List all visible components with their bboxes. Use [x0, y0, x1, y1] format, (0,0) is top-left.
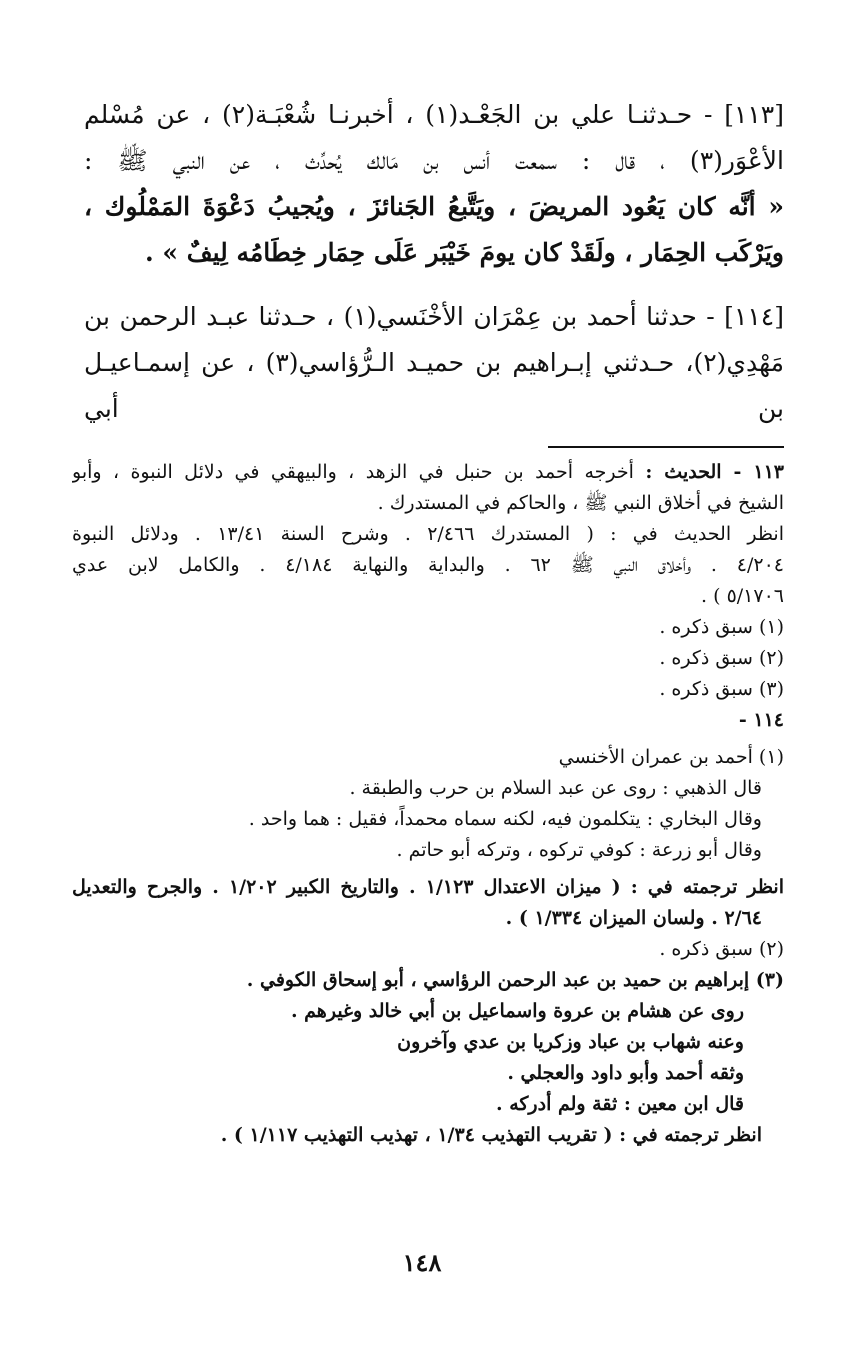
note-113-text-5: ٥/١٧٠٦ ) . — [701, 585, 784, 607]
page-number: ١٤٨ — [402, 1248, 442, 1277]
note-114-footnote-1-b: وقال البخاري : يتكلمون فيه، لكنه سماه محمداً، فقيل : هما واحد . — [248, 808, 762, 830]
note-113-line-1 — [72, 457, 784, 488]
note-114-footnote-1-c: وقال أبو زرعة : كوفي تركوه ، وتركه أبو حاتم . — [396, 839, 762, 861]
note-114-footnote-3-ref: انظر ترجمته في : ( تقريب التهذيب ١/٣٤ ، تهذيب التهذيب ١/١١٧ ) . — [220, 1124, 762, 1146]
note-114-heading: ١١٤ - — [738, 709, 784, 731]
note-114-footnote-1-ref-2: ٢/٦٤ . ولسان الميزان ١/٣٣٤ ) . — [505, 907, 762, 929]
note-114-footnote-3-a: روى عن هشام بن عروة واسماعيل بن أبي خالد وغيرهم . — [290, 1000, 744, 1022]
note-114-footnote-1-ref-1: انظر ترجمته في : ( ميزان الاعتدال ١/١٢٣ . والتاريخ الكبير ١/٢٠٢ . والجرح والتعديل — [72, 876, 784, 898]
note-114-footnote-1: (١) أحمد بن عمران الأخنسي — [558, 746, 784, 768]
footnote-separator — [548, 446, 784, 448]
note-114-footnote-3-c: وثقه أحمد وأبو داود والعجلي . — [507, 1062, 744, 1084]
note-114-footnote-3-d: قال ابن معين : ثقة ولم أدركه . — [495, 1093, 744, 1115]
note-114-footnote-2: (٢) سبق ذكره . — [659, 938, 784, 960]
note-113-text-4: ٤/٢٠٤ . وأخلاق النبي ﷺ ٦٢ . والبداية والنهاية ٤/١٨٤ . والكامل لابن عدي — [72, 554, 784, 576]
main-text — [84, 92, 784, 450]
note-114-footnote-3: (٣) إبراهيم بن حميد بن عبد الرحمن الرؤاسي ، أبو إسحاق الكوفي . — [246, 969, 784, 991]
note-114-footnote-1-a: قال الذهبي : روى عن عبد السلام بن حرب والطبقة . — [349, 777, 762, 799]
note-113-footnote-3: (٣) سبق ذكره . — [659, 678, 784, 700]
hadith-113-isnad-line-2: الأعْوَر(٣) ، قال : سمعت أنس بن مَالك يُحدِّث ، عن النبي ﷺ : — [84, 146, 784, 175]
hadith-113-isnad-line-1: [١١٣] - حـدثنـا علي بن الجَعْـد(١) ، أخبرنـا شُعْبَـة(٢) ، عن مُسْلم — [84, 100, 785, 129]
hadith-114-isnad-line-2: مَهْدِي(٢)، حـدثني إبـراهيم بن حميـد الـرُّؤاسي(٣) ، عن إسمـاعيـل بن أبي — [84, 348, 784, 423]
note-113-footnote-1: (١) سبق ذكره . — [659, 616, 784, 638]
note-113-text-2: الشيخ في أخلاق النبي ﷺ ، والحاكم في المستدرك . — [377, 492, 784, 514]
hadith-113-matn-line-1: « أنَّه كان يَعُود المريضَ ، ويَتَّبعُ الجَنائزَ ، ويُجيبُ دَعْوَةَ المَمْلُوك ، — [84, 192, 784, 221]
hadith-113-matn-line-2: ويَرْكَب الحِمَار ، ولَقَدْ كان يومَ خَيْبَر عَلَى حِمَار خِطَامُه لِيفٌ » . — [144, 238, 784, 267]
note-113-text-1: أخرجه أحمد بن حنبل في الزهد ، والبيهقي في دلائل النبوة ، وأبو — [72, 461, 634, 483]
footnotes — [72, 457, 784, 1151]
note-114-footnote-3-b: وعنه شهاب بن عباد وزكريا بن عدي وآخرون — [397, 1031, 744, 1053]
hadith-113 — [84, 92, 784, 276]
hadith-114-isnad-line-1: [١١٤] - حدثنا أحمد بن عِمْرَان الأخْنَسي(١) ، حـدثنا عبـد الرحمن بن — [84, 302, 784, 331]
note-113-text-3: انظر الحديث في : ( المستدرك ٢/٤٦٦ . وشرح السنة ١٣/٤١ . ودلائل النبوة — [72, 523, 784, 545]
note-113-footnote-2: (٢) سبق ذكره . — [659, 647, 784, 669]
hadith-114 — [84, 294, 784, 432]
note-113-heading: ١١٣ - الحديث : — [645, 461, 784, 483]
